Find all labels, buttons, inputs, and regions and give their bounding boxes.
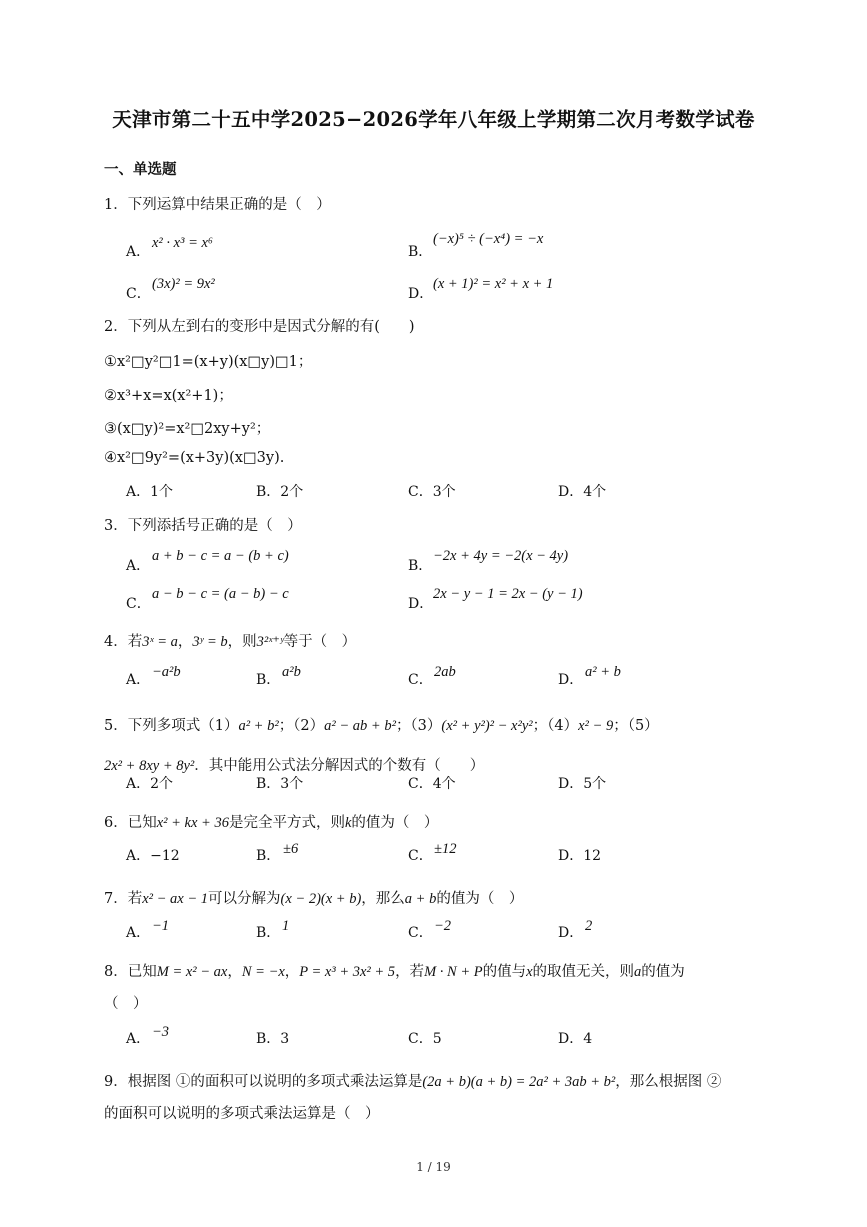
q8-math-6: a <box>634 964 642 980</box>
q4-text-3: ，则 <box>227 634 257 650</box>
q8-text-2: ， <box>227 964 242 980</box>
q9-text-2: ，那么根据图 ② <box>615 1074 722 1090</box>
q5-text-2: ；（2） <box>278 718 325 734</box>
q3-option-d-math: 2x − y − 1 = 2x − (y − 1) <box>433 586 583 602</box>
section-heading: 一、单选题 <box>104 161 177 178</box>
q6-text-2: 是完全平方式，则 <box>228 815 345 831</box>
q3-option-c-math: a − b − c = (a − b) − c <box>152 586 289 602</box>
q8-option-c: C．5 <box>408 1031 442 1047</box>
q6-option-c-math: ±12 <box>434 841 457 857</box>
q5-math-3: (x² + y²)² − x²y² <box>441 718 533 734</box>
q4-option-c-label: C． <box>408 672 433 688</box>
q5-option-a: A．2个 <box>126 776 174 792</box>
q6-option-c-label: C． <box>408 848 433 864</box>
q5-option-c: C．4个 <box>408 776 456 792</box>
q4-math-2: 3ʸ = b <box>192 634 228 650</box>
q4-text-1: 4．若 <box>104 634 143 650</box>
q1-option-a-label: A． <box>126 244 151 260</box>
q9-text-1: 9．根据图 ①的面积可以说明的多项式乘法运算是 <box>104 1074 423 1090</box>
q8-option-b: B．3 <box>256 1031 290 1047</box>
q7-option-d-math: 2 <box>585 918 593 934</box>
q3-option-c-label: C． <box>126 596 151 612</box>
q5-text-1: 5．下列多项式（1） <box>104 718 239 734</box>
q8-text-7: 的值为 <box>641 964 685 980</box>
q5-stem-line1 <box>104 714 659 735</box>
q7-text-1: 7．若 <box>104 891 143 907</box>
q5-text-4: ；（4） <box>532 718 579 734</box>
q6-math-2: k <box>344 815 352 831</box>
q7-option-a-label: A． <box>126 925 151 941</box>
q5-math-1: a² + b² <box>238 718 279 734</box>
q1-option-c-label: C． <box>126 286 151 302</box>
q5-text-6: ．其中能用公式法分解因式的个数有（ ） <box>194 758 485 774</box>
q5-option-d: D．5个 <box>558 776 607 792</box>
q2-item-3: ③(x□y)²=x²□2xy+y²； <box>104 421 271 437</box>
q4-option-c-math: 2ab <box>434 664 456 680</box>
q1-option-d-math: (x + 1)² = x² + x + 1 <box>433 276 554 292</box>
q5-math-4: x² − 9 <box>578 718 614 734</box>
q4-option-b-math: a²b <box>282 664 301 680</box>
q7-stem <box>104 887 523 908</box>
q5-stem-line2 <box>104 754 484 775</box>
q7-text-4: 的值为（ ） <box>436 891 524 907</box>
q2-item-4: ④x²□9y²=(x+3y)(x□3y). <box>104 450 285 466</box>
q4-text-4: 等于（ ） <box>283 634 357 650</box>
q1-option-a-math: x² · x³ = x⁶ <box>152 235 213 251</box>
page-number: 1 / 19 <box>416 1160 451 1174</box>
q8-stem <box>104 960 685 981</box>
q2-option-a: A．1个 <box>126 484 174 500</box>
q8-math-1: M = x² − ax <box>156 964 228 980</box>
q8-text-3: ， <box>284 964 300 980</box>
q4-math-3: 3²ˣ⁺ʸ <box>256 634 284 650</box>
q6-math-1: x² + kx + 36 <box>156 815 229 831</box>
q5-math-5: 2x² + 8xy + 8y² <box>104 758 195 774</box>
q4-math-1: 3ˣ = a <box>142 634 178 650</box>
q3-option-a-math: a + b − c = a − (b + c) <box>152 548 289 564</box>
q9-stem <box>104 1070 721 1091</box>
q5-text-5: ；（5） <box>613 718 659 734</box>
q2-item-2: ②x³+x=x(x²+1)； <box>104 388 233 404</box>
q8-text-4: ，若 <box>395 964 425 980</box>
q2-option-b: B．2个 <box>256 484 304 500</box>
q8-text-6: 的取值无关，则 <box>532 964 635 980</box>
q8-math-3: P = x³ + 3x² + 5 <box>299 964 396 980</box>
q1-option-d-label: D． <box>408 286 434 302</box>
q6-option-d: D．12 <box>558 848 602 864</box>
q8-stem-cont: （ ） <box>104 996 148 1012</box>
q5-text-3: ；（3） <box>395 718 442 734</box>
q3-option-d-label: D． <box>408 596 434 612</box>
q8-math-2: N = −x <box>241 964 285 980</box>
q7-math-1: x² − ax − 1 <box>142 891 209 907</box>
q6-option-b-label: B． <box>256 848 281 864</box>
q4-option-a-label: A． <box>126 672 151 688</box>
q7-option-b-math: 1 <box>282 918 290 934</box>
q6-text-3: 的值为（ ） <box>351 815 439 831</box>
q5-option-b: B．3个 <box>256 776 304 792</box>
q1-option-b-math: (−x)⁵ ÷ (−x⁴) = −x <box>433 231 544 247</box>
q8-option-d: D．4 <box>558 1031 593 1047</box>
page-title: 天津市第二十五中学2025−2026学年八年级上学期第二次月考数学试卷 <box>112 108 755 131</box>
q5-math-2: a² − ab + b² <box>324 718 396 734</box>
q4-option-b-label: B． <box>256 672 281 688</box>
q2-item-1: ①x²□y²□1=(x+y)(x□y)□1； <box>104 354 313 370</box>
q8-math-5: x <box>526 964 533 980</box>
q6-option-b-math: ±6 <box>283 841 299 857</box>
q8-text-1: 8．已知 <box>104 964 157 980</box>
q9-math-1: (2a + b)(a + b) = 2a² + 3ab + b² <box>422 1074 616 1090</box>
q4-option-d-label: D． <box>558 672 584 688</box>
q9-stem-cont: 的面积可以说明的多项式乘法运算是（ ） <box>104 1106 380 1122</box>
q6-text-1: 6．已知 <box>104 815 157 831</box>
q7-option-b-label: B． <box>256 925 281 941</box>
q3-option-b-math: −2x + 4y = −2(x − 4y) <box>433 548 569 564</box>
q2-stem: 2．下列从左到右的变形中是因式分解的有( ) <box>104 319 415 335</box>
q7-text-3: ，那么 <box>361 891 405 907</box>
q8-option-a-math: −3 <box>152 1024 170 1040</box>
q8-option-a-label: A． <box>126 1031 151 1047</box>
q4-stem <box>104 630 356 651</box>
q4-option-d-math: a² + b <box>585 664 621 680</box>
q3-option-a-label: A． <box>126 558 151 574</box>
q8-math-4: M · N + P <box>424 964 483 980</box>
q3-option-b-label: B． <box>408 558 433 574</box>
q7-math-3: a + b <box>404 891 437 907</box>
q1-stem: 1．下列运算中结果正确的是（ ） <box>104 197 331 213</box>
q7-math-2: (x − 2)(x + b) <box>280 891 362 907</box>
q7-option-a-math: −1 <box>152 918 170 934</box>
q4-text-2: ， <box>177 634 193 650</box>
q7-option-c-label: C． <box>408 925 433 941</box>
q6-stem <box>104 811 438 832</box>
q1-option-b-label: B． <box>408 244 433 260</box>
q1-option-c-math: (3x)² = 9x² <box>152 276 215 292</box>
q6-option-a: A．−12 <box>126 848 180 864</box>
q7-option-c-math: −2 <box>434 918 452 934</box>
q4-option-a-math: −a²b <box>152 664 181 680</box>
q7-option-d-label: D． <box>558 925 584 941</box>
q7-text-2: 可以分解为 <box>208 891 281 907</box>
q2-option-c: C．3个 <box>408 484 456 500</box>
q3-stem: 3．下列添括号正确的是（ ） <box>104 518 302 534</box>
q2-option-d: D．4个 <box>558 484 607 500</box>
q8-text-5: 的值与 <box>482 964 527 980</box>
